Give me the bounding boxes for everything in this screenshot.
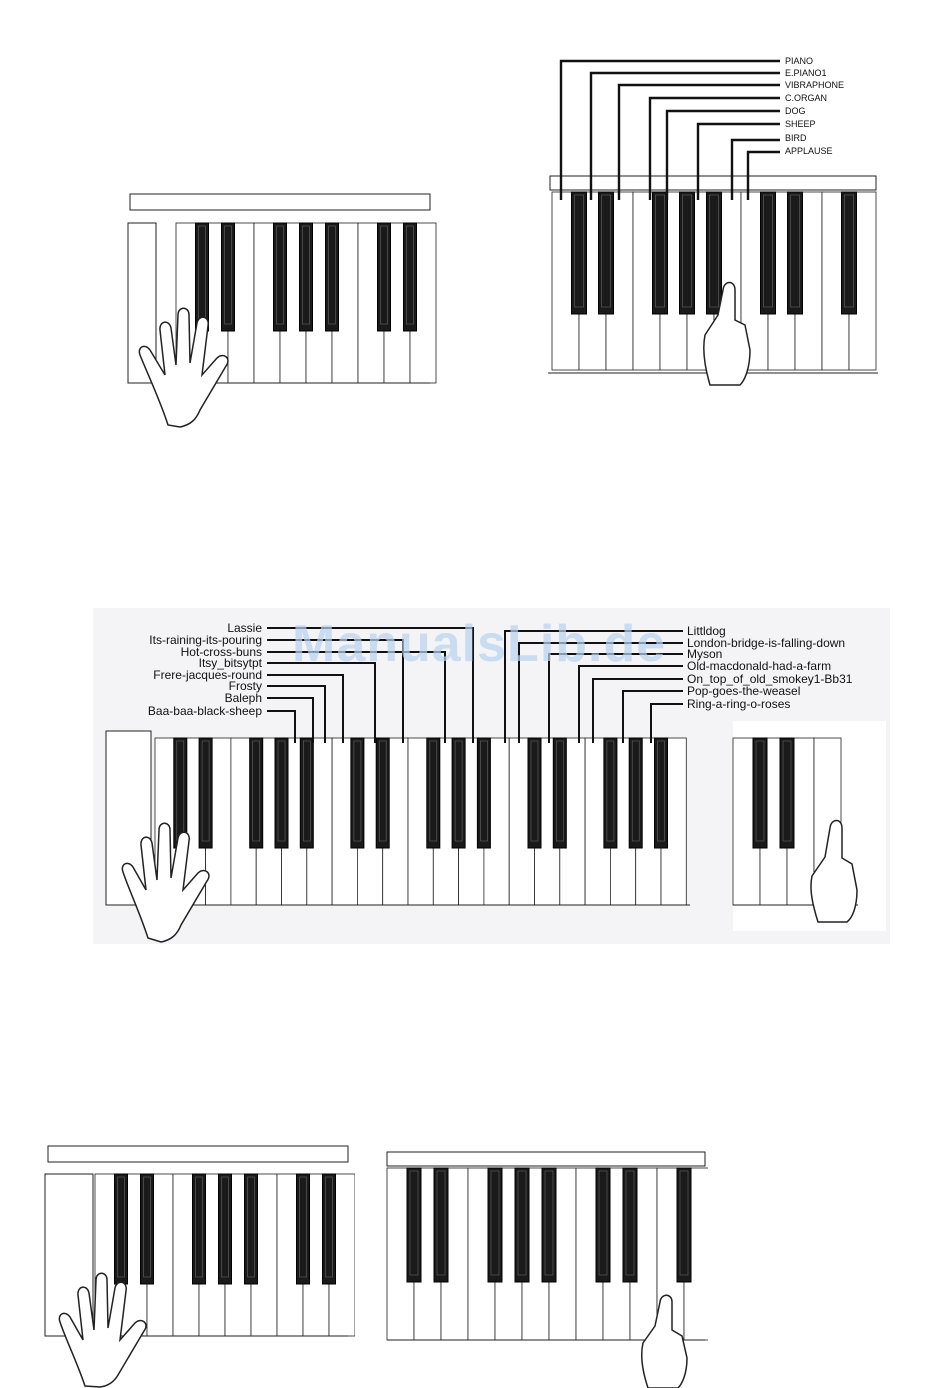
black-key xyxy=(427,738,440,848)
voice-label-dog: DOG xyxy=(785,106,806,116)
black-key xyxy=(323,1174,336,1284)
black-key xyxy=(326,223,339,331)
black-key xyxy=(488,1168,502,1282)
black-key xyxy=(275,738,288,848)
song-label-pop-goes-the-weasel: Pop-goes-the-weasel xyxy=(687,684,801,698)
figure-voice-select xyxy=(540,50,880,390)
black-key xyxy=(351,738,364,848)
black-key xyxy=(596,1168,610,1282)
black-key xyxy=(780,738,794,848)
black-key xyxy=(222,223,235,331)
song-label-hot-cross-buns: Hot-cross-buns xyxy=(180,645,262,659)
song-label-itsy-bitsy: Itsy_bitsytpt xyxy=(198,656,262,670)
black-key xyxy=(250,738,263,848)
black-key xyxy=(680,192,695,314)
voice-label-sheep: SHEEP xyxy=(785,119,816,129)
voice-label-vibraphone: VIBRAPHONE xyxy=(785,80,845,90)
black-key xyxy=(677,1168,691,1282)
voice-label-piano: PIANO xyxy=(785,56,814,66)
black-key xyxy=(452,738,465,848)
song-label-on-top-of-old-smokey: On_top_of_old_smokey1-Bb31 xyxy=(687,672,853,686)
song-label-old-macdonald: Old-macdonald-had-a-farm xyxy=(687,659,832,673)
black-key xyxy=(842,192,857,314)
black-key xyxy=(300,223,313,331)
black-key xyxy=(599,192,614,314)
voice-label-bird: BIRD xyxy=(785,133,807,143)
song-label-its-raining: Its-raining-its-pouring xyxy=(149,633,262,647)
black-key xyxy=(174,738,187,848)
song-label-london-bridge: London-bridge-is-falling-down xyxy=(687,636,846,650)
song-label-frere-jacques: Frere-jacques-round xyxy=(153,668,262,682)
black-key xyxy=(376,738,389,848)
black-key xyxy=(707,192,722,314)
black-key xyxy=(788,192,803,314)
black-key xyxy=(653,192,668,314)
black-key xyxy=(196,223,209,331)
black-key xyxy=(528,738,541,848)
keyboard-illustration-bottom xyxy=(40,1140,355,1388)
song-label-baleph: Baleph xyxy=(224,691,262,705)
song-label-littldog: Littldog xyxy=(687,624,726,638)
song-label-ring-a-ring: Ring-a-ring-o-roses xyxy=(687,697,791,711)
pointing-keyboard-illustration xyxy=(383,1148,708,1388)
black-key xyxy=(274,223,287,331)
black-key xyxy=(141,1174,154,1284)
black-key xyxy=(297,1174,310,1284)
black-key xyxy=(553,738,566,848)
black-key xyxy=(753,738,767,848)
black-key xyxy=(761,192,776,314)
black-key xyxy=(219,1174,232,1284)
black-key xyxy=(115,1174,128,1284)
voice-label-epiano1: E.PIANO1 xyxy=(785,68,827,78)
black-key xyxy=(623,1168,637,1282)
black-key xyxy=(434,1168,448,1282)
black-key xyxy=(629,738,642,848)
figure-pointing-keyboard-bottom xyxy=(383,1148,708,1388)
black-key xyxy=(404,223,417,331)
song-label-frosty: Frosty xyxy=(228,679,262,693)
black-key xyxy=(655,738,668,848)
black-key xyxy=(477,738,490,848)
black-key xyxy=(542,1168,556,1282)
figure-hand-keyboard-bottom xyxy=(40,1140,355,1388)
figure-hand-keyboard-top xyxy=(120,185,440,435)
song-label-baa-baa: Baa-baa-black-sheep xyxy=(147,704,262,718)
black-key xyxy=(378,223,391,331)
voice-keyboard-illustration xyxy=(540,50,880,390)
black-key xyxy=(199,738,212,848)
black-key xyxy=(515,1168,529,1282)
keyboard-illustration xyxy=(120,185,440,435)
voice-label-applause: APPLAUSE xyxy=(785,146,833,156)
black-key xyxy=(604,738,617,848)
black-key xyxy=(193,1174,206,1284)
black-key xyxy=(245,1174,258,1284)
voice-label-corgan: C.ORGAN xyxy=(785,93,828,103)
black-key xyxy=(300,738,313,848)
black-key xyxy=(407,1168,421,1282)
song-label-myson: Myson xyxy=(687,647,723,661)
black-key xyxy=(572,192,587,314)
song-label-lassie: Lassie xyxy=(227,621,262,635)
watermark: ManualsLib.de xyxy=(292,615,667,673)
